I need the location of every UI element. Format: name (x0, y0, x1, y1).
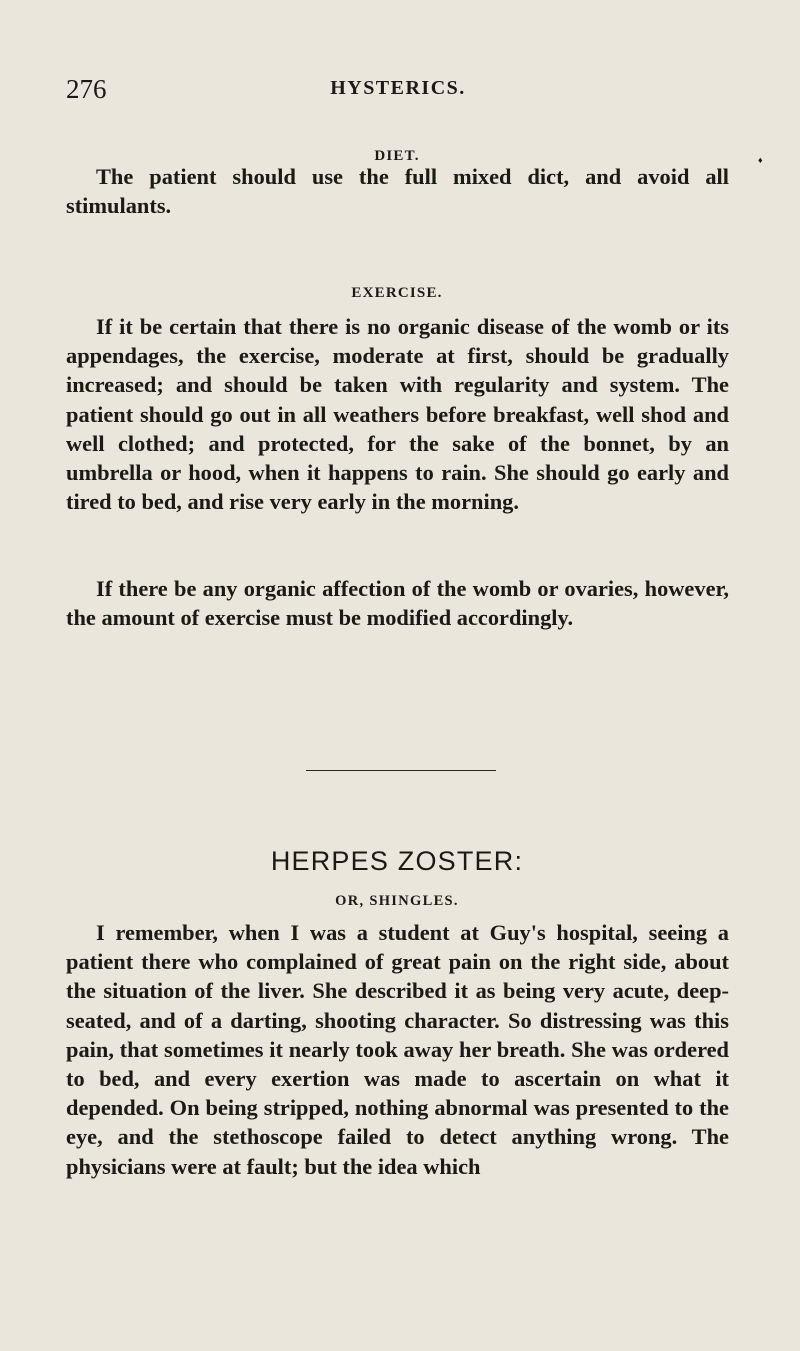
exercise-paragraph-1: If it be certain that there is no organic disease of the womb or its appendages, the exercise, moderate at first, should be gradually increased; and should be taken with regularity and system. The patient should go out in all weathers before breakfast, well shod and well clothed; and protected, for the sake of the bonnet, by an umbrella or hood, when it happens to rain. She should go early and tired to bed, and rise very early in the morning. (66, 314, 729, 515)
exercise-paragraph-2: If there be any organic affection of the womb or ovaries, however, the amount of exercise must be modified accordingly. (66, 576, 729, 631)
running-head (66, 74, 730, 108)
diet-heading: DIET. (374, 148, 420, 164)
running-title: HYSTERICS. (330, 77, 466, 99)
chapter-title: HERPES ZOSTER: (270, 846, 524, 876)
chapter-subtitle: OR, SHINGLES. (335, 893, 459, 909)
chapter-paragraph: I remember, when I was a student at Guy's hospital, seeing a patient there who complained of great pain on the right side, about the situation of the liver. She described it as being very acute, deep-seated, and of a darting, shooting character. So distressing was this pain, that sometimes it nearly took away her breath. She was ordered to bed, and every exertion was made to ascertain on what it depended. On being stripped, nothing abnormal was presented to the eye, and the stethoscope failed to detect anything wrong. The physicians were at fault; but the idea which (66, 920, 729, 1179)
diet-paragraph: The patient should use the full mixed dict, and avoid all stimulants. (66, 164, 729, 219)
page-number: 276 (66, 74, 107, 104)
section-divider (306, 770, 496, 771)
margin-mark: ♦ (758, 155, 763, 165)
exercise-heading: EXERCISE. (351, 285, 443, 301)
